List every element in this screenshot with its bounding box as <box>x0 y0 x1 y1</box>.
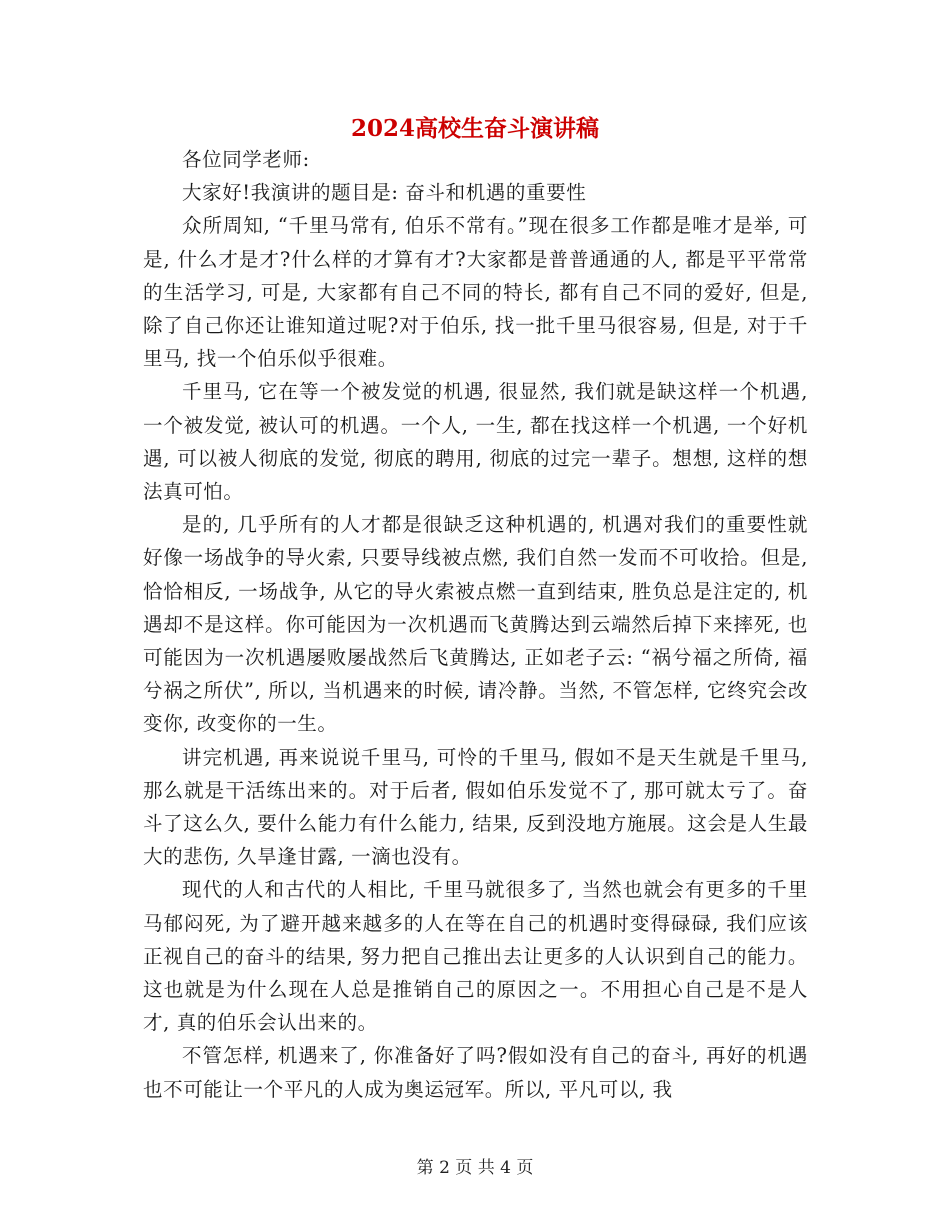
paragraph-3: 是的, 几乎所有的人才都是很缺乏这种机遇的, 机遇对我们的重要性就好像一场战争的导火索, 只要导线被点燃, 我们自然一发而不可收拾。但是, 恰恰相反, 一场战争, 从它的导火索被点燃一直到结束, 胜负总是注定的, 机遇却不是这样。你可能因为一次机遇而飞黄腾达到云端然后掉下来摔死, 也可能因为一次机遇屡败屡战然后飞黄腾达, 正如老子云: “祸兮福之所倚, 福兮祸之所伏”, 所以, 当机遇来的时候, 请冷静。当然, 不管怎样, 它终究会改变你, 改变你的一生。 <box>143 513 808 736</box>
paragraph-1: 众所周知, “千里马常有, 伯乐不常有。”现在很多工作都是唯才是举, 可是, 什么才是才?什么样的才算有才?大家都是普普通通的人, 都是平平常常的生活学习, 可是, 大家都有自己不同的特长, 都有自己不同的爱好, 但是, 除了自己你还让谁知道过呢?对于伯乐, 找一批千里马很容易, 但是, 对于千里马, 找一个伯乐似乎很难。 <box>143 214 808 371</box>
paragraph-4: 讲完机遇, 再来说说千里马, 可怜的千里马, 假如不是天生就是千里马, 那么就是干活练出来的。对于后者, 假如伯乐发觉不了, 那可就太亏了。奋斗了这么久, 要什么能力有什么能力, 结果, 反到没地方施展。这会是人生最大的悲伤, 久旱逢甘露, 一滴也没有。 <box>143 745 808 869</box>
paragraph-2: 千里马, 它在等一个被发觉的机遇, 很显然, 我们就是缺这样一个机遇, 一个被发觉, 被认可的机遇。一个人, 一生, 都在找这样一个机遇, 一个好机遇, 可以被人彻底的发觉, 彻底的聘用, 彻底的过完一辈子。想想, 这样的想法真可怕。 <box>143 380 808 504</box>
document-body <box>143 143 808 1106</box>
salutation: 各位同学老师: <box>182 148 310 171</box>
document-title: 2024高校生奋斗演讲稿 <box>350 115 599 142</box>
paragraph-5: 现代的人和古代的人相比, 千里马就很多了, 当然也就会有更多的千里马郁闷死, 为了避开越来越多的人在等在自己的机遇时变得碌碌, 我们应该正视自己的奋斗的结果, 努力把自己推出去让更多的人认识到自己的能力。这也就是为什么现在人总是推销自己的原因之一。不用担心自己是不是人才, 真的伯乐会认出来的。 <box>143 878 808 1035</box>
greeting-line: 大家好!我演讲的题目是: 奋斗和机遇的重要性 <box>182 181 587 205</box>
page-number-footer: 第 2 页 共 4 页 <box>416 1158 534 1178</box>
paragraph-6: 不管怎样, 机遇来了, 你准备好了吗?假如没有自己的奋斗, 再好的机遇也不可能让一个平凡的人成为奥运冠军。所以, 平凡可以, 我 <box>143 1044 808 1101</box>
